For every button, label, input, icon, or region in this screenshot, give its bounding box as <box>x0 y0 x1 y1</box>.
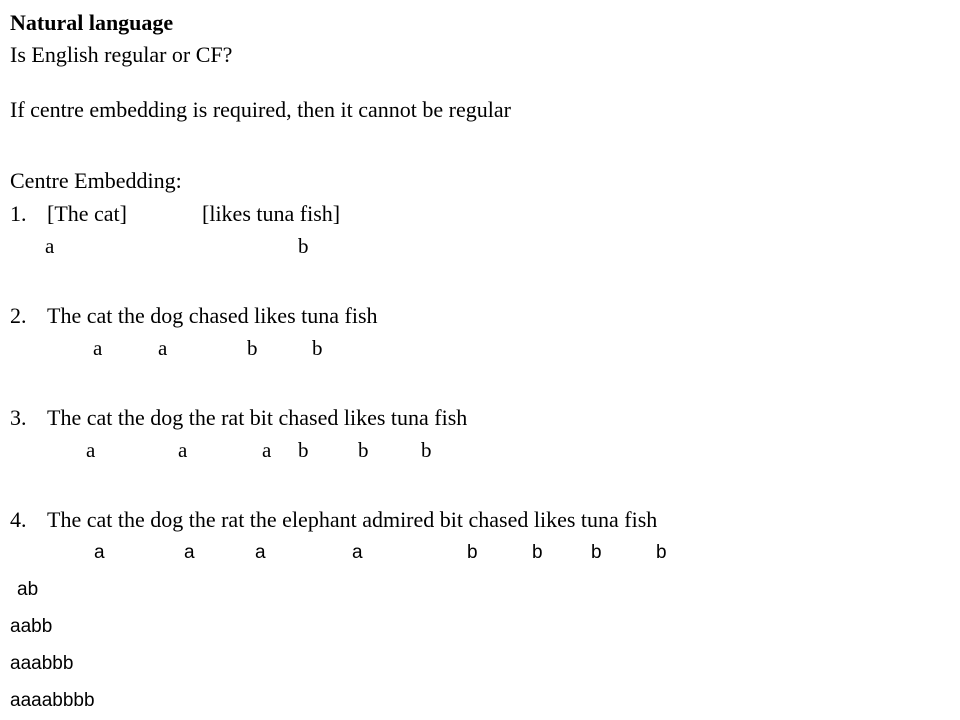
marker: a <box>178 438 188 462</box>
string-item: ab <box>17 579 39 600</box>
marker: b <box>312 336 323 360</box>
string-item: aabb <box>10 616 53 637</box>
marker: a <box>352 542 363 563</box>
claim-text: If centre embedding is required, then it cannot be regular <box>10 97 511 122</box>
marker: b <box>298 234 309 258</box>
marker: a <box>158 336 168 360</box>
marker: b <box>358 438 369 462</box>
example-3-sentence: The cat the dog the rat bit chased likes tuna fish <box>47 405 468 430</box>
marker: b <box>421 438 432 462</box>
question-text: Is English regular or CF? <box>10 42 233 67</box>
example-number: 1. <box>10 201 27 226</box>
marker: a <box>94 542 105 563</box>
example-1-subject: [The cat] <box>47 201 127 226</box>
section-label: Centre Embedding: <box>10 168 182 193</box>
marker: a <box>93 336 103 360</box>
string-item: aaaabbbb <box>10 690 95 711</box>
marker: b <box>467 542 478 563</box>
marker: b <box>591 542 602 563</box>
example-number: 3. <box>10 405 27 430</box>
marker: a <box>255 542 266 563</box>
example-number: 4. <box>10 507 27 532</box>
example-4-sentence: The cat the dog the rat the elephant admired bit chased likes tuna fish <box>47 507 658 532</box>
marker: b <box>298 438 309 462</box>
marker: a <box>45 234 55 258</box>
string-item: aaabbb <box>10 653 74 674</box>
example-2-sentence: The cat the dog chased likes tuna fish <box>47 303 378 328</box>
marker: a <box>184 542 195 563</box>
marker: b <box>247 336 258 360</box>
marker: a <box>86 438 96 462</box>
page-heading: Natural language <box>10 10 174 35</box>
example-1-predicate: [likes tuna fish] <box>202 201 341 226</box>
marker: b <box>656 542 667 563</box>
marker: a <box>262 438 272 462</box>
marker: b <box>532 542 543 563</box>
example-number: 2. <box>10 303 27 328</box>
